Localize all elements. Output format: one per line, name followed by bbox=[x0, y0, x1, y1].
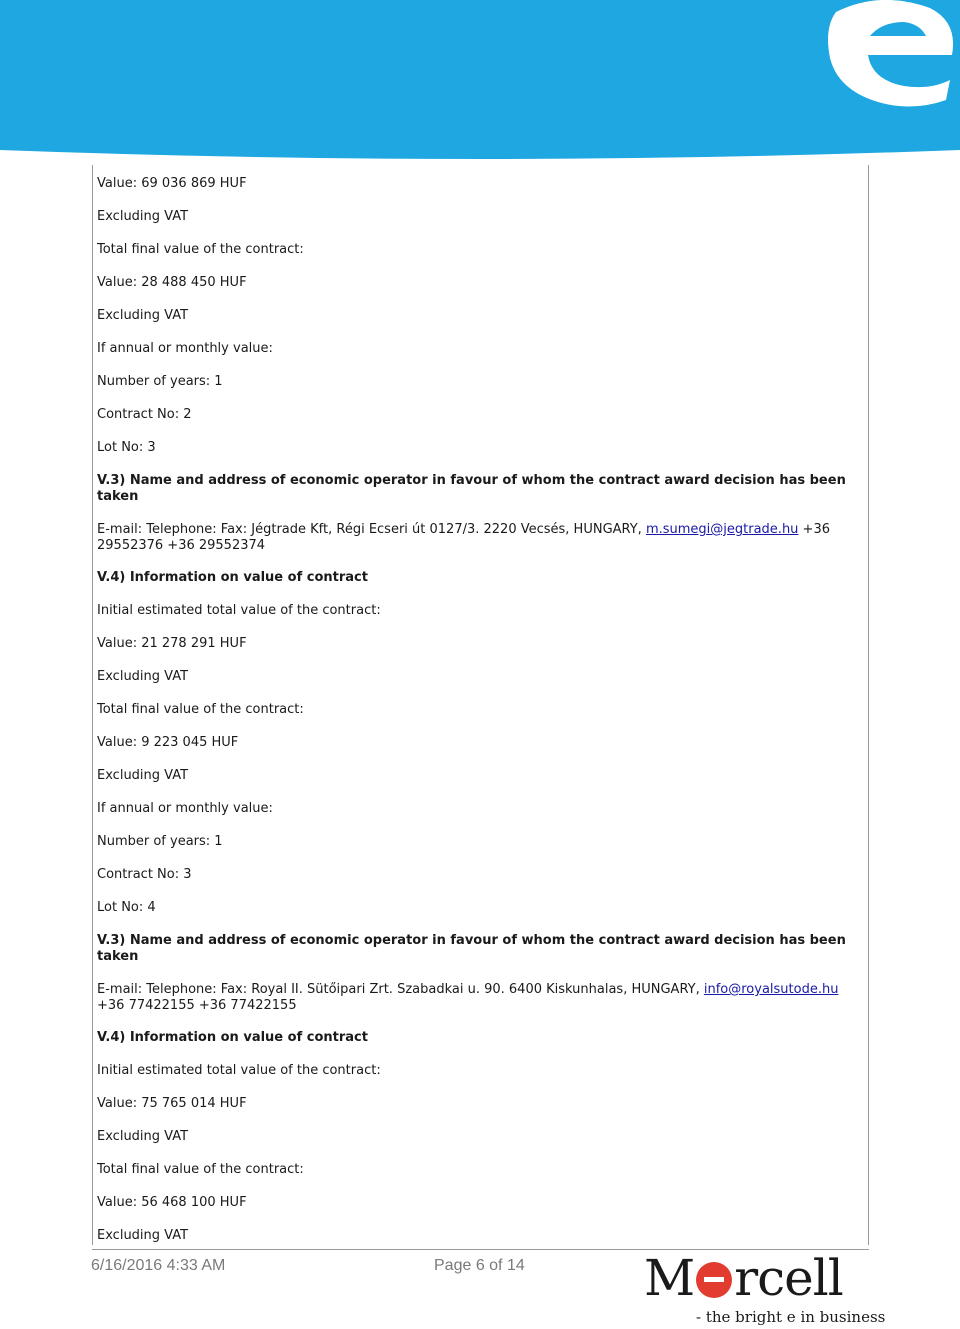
document-line: Value: 21 278 291 HUF bbox=[97, 636, 247, 651]
header-banner bbox=[0, 0, 960, 165]
document-line: If annual or monthly value: bbox=[97, 341, 273, 356]
section-heading: V.3) Name and address of economic operator in favour of whom the contract award decision has been taken bbox=[97, 473, 846, 504]
logo-wordmark bbox=[644, 1249, 843, 1307]
document-line: Value: 69 036 869 HUF bbox=[97, 176, 247, 191]
logo-tagline: - the bright e in business bbox=[696, 1308, 886, 1326]
document-line: Value: 28 488 450 HUF bbox=[97, 275, 247, 290]
document-line: Value: 9 223 045 HUF bbox=[97, 735, 239, 750]
document-line: Initial estimated total value of the contract: bbox=[97, 603, 381, 618]
document-line: Excluding VAT bbox=[97, 1129, 189, 1144]
frame-left-border bbox=[92, 165, 93, 1245]
document-line: Value: 56 468 100 HUF bbox=[97, 1195, 247, 1210]
contact-text: E-mail: Telephone: Fax: Royal II. Sütőipari Zrt. Szabadkai u. 90. 6400 Kiskunhalas, HUNGARY, bbox=[97, 982, 704, 997]
document-line: Number of years: 1 bbox=[97, 834, 223, 849]
section-heading: V.4) Information on value of contract bbox=[97, 570, 368, 585]
phone-text: +36 29552376 +36 29552374 bbox=[97, 522, 830, 553]
document-line: Excluding VAT bbox=[97, 768, 189, 783]
document-line: Lot No: 4 bbox=[97, 900, 156, 915]
document-line: Value: 75 765 014 HUF bbox=[97, 1096, 247, 1111]
document-line: Excluding VAT bbox=[97, 669, 189, 684]
document-line: Lot No: 3 bbox=[97, 440, 156, 455]
document-line bbox=[97, 982, 863, 1014]
document-body bbox=[97, 176, 863, 1261]
email-link[interactable]: m.sumegi@jegtrade.hu bbox=[645, 522, 799, 537]
document-line: If annual or monthly value: bbox=[97, 801, 273, 816]
marcell-logo bbox=[644, 1249, 886, 1329]
section-heading: V.3) Name and address of economic operator in favour of whom the contract award decision has been taken bbox=[97, 933, 846, 964]
email-link[interactable]: info@royalsutode.hu bbox=[703, 982, 839, 997]
logo-e-icon bbox=[696, 1262, 732, 1298]
document-line bbox=[97, 522, 863, 554]
document-line: Total final value of the contract: bbox=[97, 1162, 304, 1177]
document-line: Excluding VAT bbox=[97, 209, 189, 224]
document-line: Excluding VAT bbox=[97, 1228, 189, 1243]
header-background bbox=[0, 0, 960, 159]
logo-text-after: rcell bbox=[734, 1249, 843, 1307]
document-line: Initial estimated total value of the contract: bbox=[97, 1063, 381, 1078]
footer-page-number: Page 6 of 14 bbox=[434, 1257, 525, 1274]
document-line: Number of years: 1 bbox=[97, 374, 223, 389]
logo-text-before: M bbox=[644, 1249, 695, 1307]
phone-text: +36 77422155 +36 77422155 bbox=[97, 998, 297, 1013]
document-line: Total final value of the contract: bbox=[97, 702, 304, 717]
footer-date: 6/16/2016 4:33 AM bbox=[91, 1257, 226, 1274]
document-line: Total final value of the contract: bbox=[97, 242, 304, 257]
document-line: Contract No: 3 bbox=[97, 867, 192, 882]
contact-text: E-mail: Telephone: Fax: Jégtrade Kft, Régi Ecseri út 0127/3. 2220 Vecsés, HUNGARY, bbox=[97, 522, 646, 537]
frame-right-border bbox=[868, 165, 869, 1245]
document-line: Contract No: 2 bbox=[97, 407, 192, 422]
document-line: Excluding VAT bbox=[97, 308, 189, 323]
section-heading: V.4) Information on value of contract bbox=[97, 1030, 368, 1045]
